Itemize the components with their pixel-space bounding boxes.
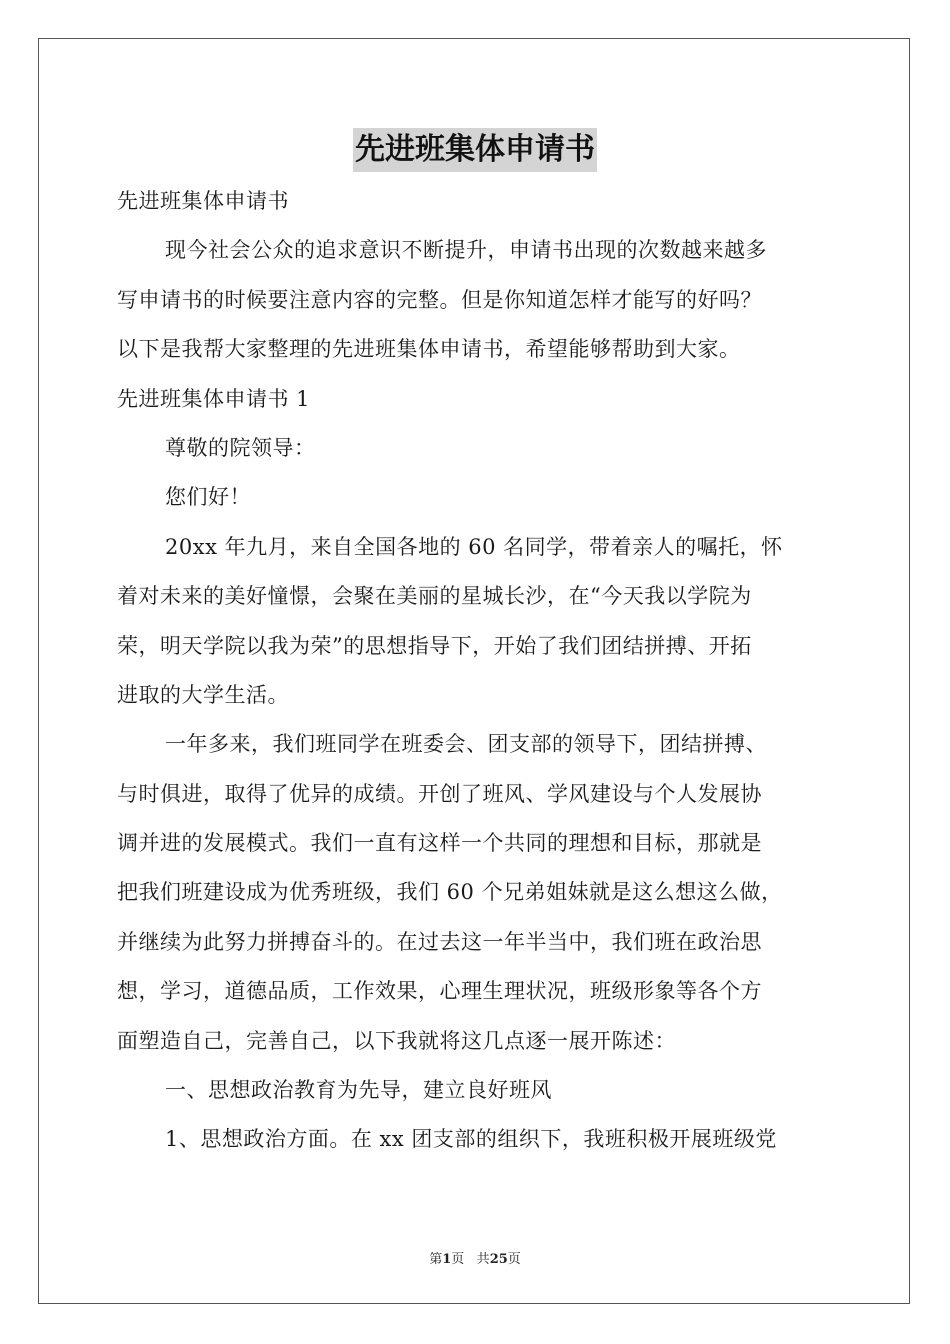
body-line: 把我们班建设成为优秀班级，我们 60 个兄弟姐妹就是这么想这么做， [117, 880, 783, 905]
body-line: 1、思想政治方面。在 xx 团支部的组织下，我班积极开展班级党 [165, 1127, 777, 1152]
body-line: 先进班集体申请书 1 [117, 386, 311, 411]
body-line: 20xx 年九月，来自全国各地的 60 名同学，带着亲人的嘱托，怀 [165, 534, 783, 559]
body-line: 尊敬的院领导： [165, 435, 316, 460]
body-line: 一年多来，我们班同学在班委会、团支部的领导下，团结拼搏、 [165, 732, 767, 757]
footer-page-word: 页 [451, 1252, 465, 1267]
body-line: 先进班集体申请书 [117, 189, 289, 213]
body-line: 着对未来的美好憧憬，会聚在美丽的星城长沙，在“今天我以学院为 [117, 584, 752, 609]
document-title [0, 128, 950, 176]
body-line: 现今社会公众的追求意识不断提升，申请书出现的次数越来越多 [165, 238, 767, 263]
document-title-text: 先进班集体申请书 [353, 128, 597, 172]
footer-total-suffix: 页 [507, 1252, 521, 1267]
body-line: 面塑造自己，完善自己，以下我就将这几点逐一展开陈述： [117, 1028, 676, 1053]
body-line: 进取的大学生活。 [117, 682, 289, 707]
body-line: 您们好！ [165, 485, 251, 510]
document-body [117, 177, 837, 1165]
body-line: 以下是我帮大家整理的先进班集体申请书，希望能够帮助到大家。 [117, 337, 741, 362]
footer-total-prefix: 共 [476, 1252, 490, 1267]
body-line: 并继续为此努力拼搏奋斗的。在过去这一年半当中，我们班在政治思 [117, 929, 762, 954]
footer-prefix: 第 [429, 1252, 443, 1267]
body-line: 与时俱进，取得了优异的成绩。开创了班风、学风建设与个人发展协 [117, 781, 762, 806]
body-line: 想，学习，道德品质，工作效果，心理生理状况，班级形象等各个方 [117, 979, 762, 1004]
page-footer [0, 1248, 950, 1267]
body-line: 写申请书的时候要注意内容的完整。但是你知道怎样才能写的好吗？ [117, 287, 762, 312]
body-line: 调并进的发展模式。我们一直有这样一个共同的理想和目标，那就是 [117, 831, 762, 856]
body-line: 荣，明天学院以我为荣”的思想指导下，开始了我们团结拼搏、开拓 [117, 633, 752, 658]
body-line: 一、思想政治教育为先导，建立良好班风 [165, 1078, 552, 1103]
footer-current-page: 1 [442, 1252, 452, 1267]
footer-total-pages: 25 [489, 1252, 508, 1267]
